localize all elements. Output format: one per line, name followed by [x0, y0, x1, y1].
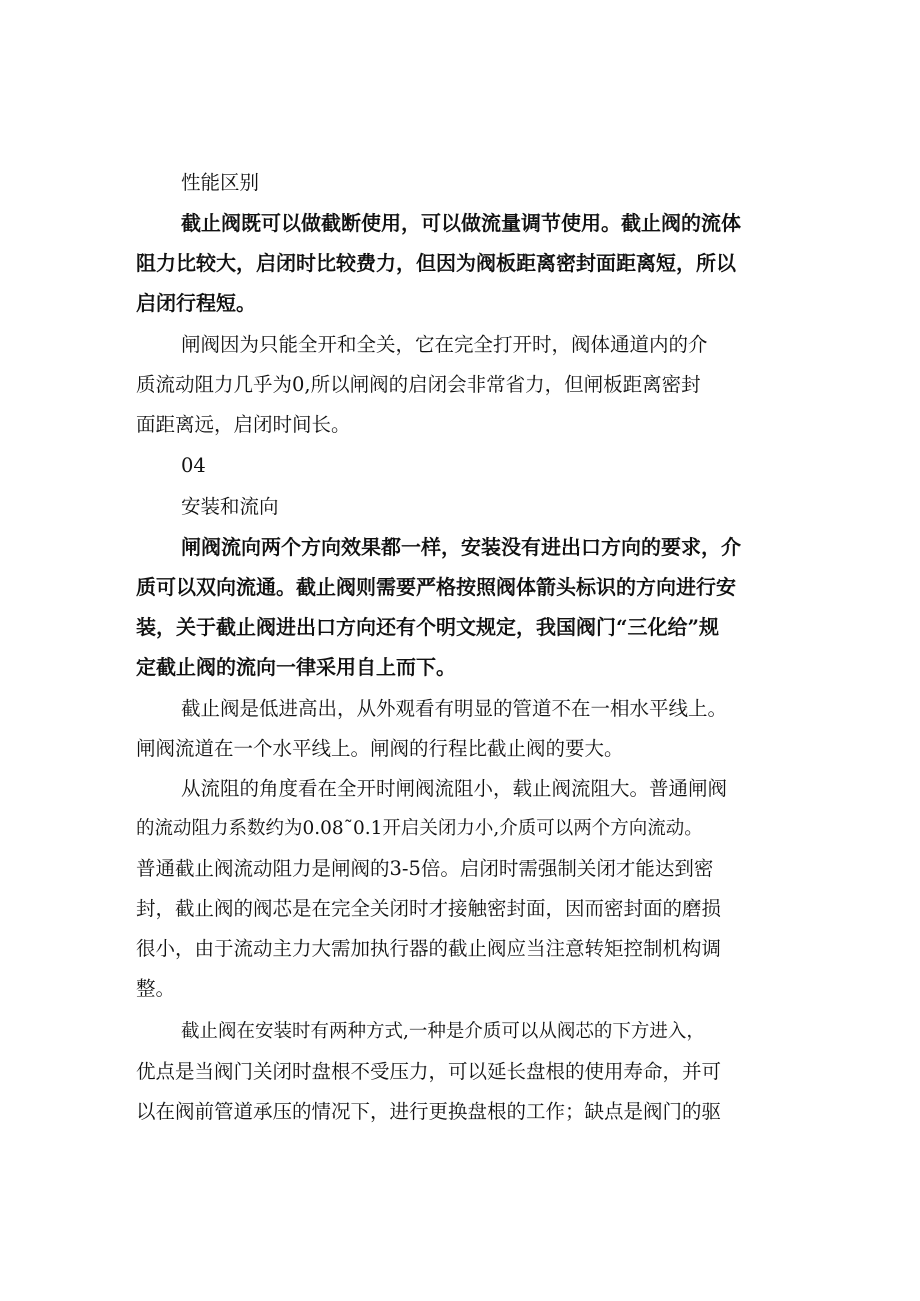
paragraph-flow-resistance — [136, 769, 796, 1009]
text-line: 质流动阻力几乎为0,所以闸阀的启闭会非常省力，但闸板距离密封 — [136, 373, 701, 396]
text-line: 很小，由于流动主力大需加执行器的截止阀应当注意转矩控制机构调 — [136, 937, 722, 960]
text-line: 普通截止阀流动阻力是闸阀的3-5倍。启闭时需强制关闭才能达到密 — [136, 857, 714, 880]
text-line: 闸阀流向两个方向效果都一样，安装没有进出口方向的要求，介 — [181, 535, 741, 559]
text-line: 以在阀前管道承压的情况下，进行更换盘根的工作；缺点是阀门的驱 — [136, 1100, 722, 1123]
text-line: 截止阀既可以做截断使用，可以做流量调节使用。截止阀的流体 — [181, 211, 741, 235]
text-line: 定截止阀的流向一律采用自上而下。 — [136, 655, 456, 679]
section-number-text: 04 — [181, 454, 206, 477]
heading-install — [136, 487, 796, 527]
paragraph-low-in-high-out — [136, 689, 796, 769]
text-line: 阻力比较大，启闭时比较费力，但因为阀板距离密封面距离短，所以 — [136, 251, 736, 275]
text-line: 优点是当阀门关闭时盘根不受压力，可以延长盘根的使用寿命，并可 — [136, 1060, 722, 1083]
section-number — [136, 446, 796, 486]
text-line: 面距离远，启闭时间长。 — [136, 413, 351, 436]
text-line: 质可以双向流通。截止阀则需要严格按照阀体箭头标识的方向进行安 — [136, 575, 736, 599]
paragraph-globe-valve-usage — [136, 203, 796, 323]
text-line: 闸阀因为只能全开和全关，它在完全打开时，阀体通道内的介 — [181, 333, 708, 356]
text-line: 闸阀流道在一个水平线上。闸阀的行程比截止阀的要大。 — [136, 737, 624, 760]
text-line: 整。 — [136, 977, 176, 1000]
heading-performance — [136, 163, 796, 203]
heading-text: 安装和流向 — [181, 495, 279, 518]
text-line: 封，截止阀的阀芯是在完全关闭时才接触密封面，因而密封面的磨损 — [136, 897, 722, 920]
text-line: 启闭行程短。 — [136, 291, 256, 315]
paragraph-installation-methods — [136, 1012, 796, 1132]
text-line: 截止阀在安装时有两种方式,一种是介质可以从阀芯的下方进入， — [181, 1021, 705, 1042]
heading-text: 性能区别 — [181, 171, 260, 194]
text-line: 的流动阻力系数约为0.08˜0.1开启关闭力小,介质可以两个方向流动。 — [136, 818, 703, 839]
text-line: 从流阻的角度看在全开时闸阀流阻小，载止阀流阻大。普通闸阀 — [181, 777, 728, 800]
text-line: 截止阀是低进高出，从外观看有明显的管道不在一相水平线上。 — [181, 697, 728, 720]
paragraph-gate-valve — [136, 325, 796, 445]
text-line: 装，关于截止阀进出口方向还有个明文规定，我国阀门“三化给”规 — [136, 615, 720, 639]
paragraph-flow-direction — [136, 527, 796, 687]
